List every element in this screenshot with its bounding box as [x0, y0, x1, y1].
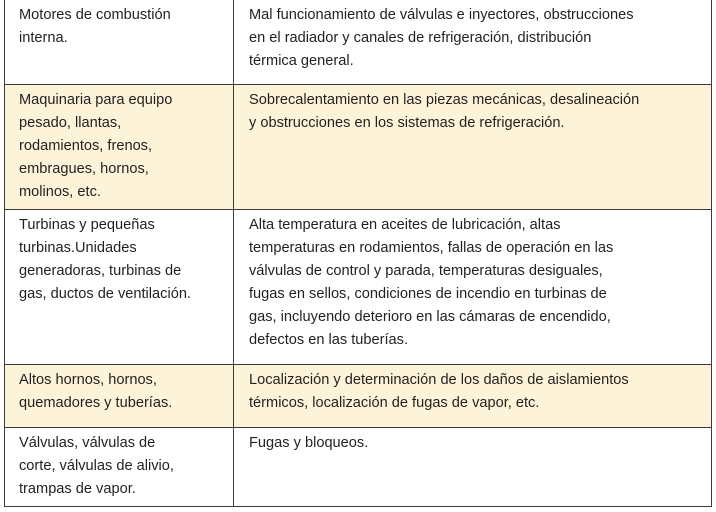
anomalies-cell: Mal funcionamiento de válvulas e inyectores, obstrucciones en el radiador y canales de refrigeración, distribución térmica general. — [249, 7, 634, 69]
table-row — [5, 0, 711, 84]
equipment-cell: Maquinaria para equipo pesado, llantas, rodamientos, frenos, embragues, hornos, molinos, etc. — [5, 85, 234, 209]
equipment-cell: Motores de combustión interna. — [5, 0, 234, 84]
equipment-anomalies-table — [4, 0, 712, 507]
anomalies-cell: Alta temperatura en aceites de lubricación, altas temperaturas en rodamientos, fallas de operación en las válvulas de control y parada, temperaturas desiguales, fugas en sellos, condiciones de incendio en turbinas de gas, incluyendo deterioro en las cámaras de encendido, defectos en las tuberías. — [249, 217, 614, 348]
anomalies-cell: Localización y determinación de los daños de aislamientos térmicos, localización de fugas de vapor, etc. — [249, 372, 629, 411]
equipment-cell: Válvulas, válvulas de corte, válvulas de alivio, trampas de vapor. — [5, 428, 234, 506]
table-row — [5, 427, 711, 506]
equipment-cell: Turbinas y pequeñas turbinas.Unidades generadoras, turbinas de gas, ductos de ventilación. — [5, 210, 234, 364]
anomalies-cell: Sobrecalentamiento en las piezas mecánicas, desalineación y obstrucciones en los sistemas de refrigeración. — [249, 92, 640, 131]
table-row — [5, 364, 711, 427]
table-row — [5, 209, 711, 364]
equipment-cell: Altos hornos, hornos, quemadores y tuberías. — [5, 365, 234, 427]
table-row — [5, 84, 711, 209]
anomalies-cell: Fugas y bloqueos. — [249, 435, 369, 451]
